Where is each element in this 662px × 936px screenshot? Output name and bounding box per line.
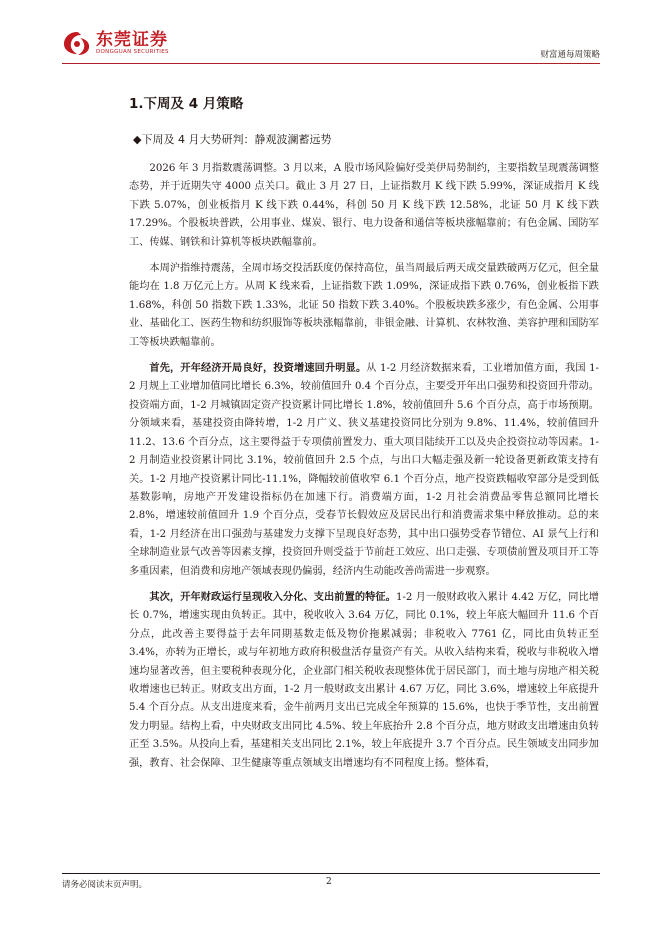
paragraph-weekly-review — [129, 260, 599, 352]
paragraph-lead: 其次，开年财政运行呈现收入分化、支出前置的特征。 — [149, 591, 396, 603]
company-logo — [62, 30, 169, 56]
paragraph-fiscal — [129, 589, 599, 773]
section-subtitle: ◆下周及 4 月大势研判：静观波澜蓄远势 — [133, 133, 332, 146]
footer-divider — [62, 873, 600, 874]
logo-chinese-name: 东莞证券 — [96, 29, 168, 50]
page-number: 2 — [326, 877, 332, 887]
paragraph-text: 1-2 月一般财政收入累计 4.42 万亿，同比增长 0.7%，增速实现由负转正。其中，税收收入 3.64 万亿，同比 0.1%，较上年底大幅回升 11.6 个百分点，此改善主要得益于去年同期基数走低及物价拖累减弱；非税收入 7761 亿，同比由负转正至 3.4%，亦转为正增长，或与年初地方政府积极盘活存量资产有关。从收入结构来看，税收与非税收入增速均显著改善，但主要税种表现分化，企业部门相关税收表现整体优于居民部门，而土地与房地产相关税收增速也已转正。财政支出方面，1-2 月一般财政支出累计 4.67 万亿，同比 3.6%，增速较上年底提升 5.4 个百分点。从支出进度来看，金牛前两月支出已完成全年预算的 15.6%，也快于季节性，支出前置发力明显。结构上看，中央财政支出同比 4.5%、较上年底抬升 2.8 个百分点，地方财政支出增速由负转正至 3.5%。从投向上看，基建相关支出同比 2.1%，较上年底提升 3.7 个百分点。民生领域支出同步加强，教育、社会保障、卫生健康等重点领域支出增速均有不同程度上扬。整体看， — [129, 591, 599, 769]
header-divider — [62, 63, 600, 64]
paragraph-economy — [129, 360, 599, 581]
paragraph-text: 2026 年 3 月指数震荡调整。3 月以来，A 股市场风险偏好受美伊局势制约，主要指数呈现震荡调整态势，并于近期失守 4000 点关口。截止 3 月 27 日，上证指数月 K 线下跌 5.99%，深证成指月 K 线下跌 5.07%，创业板指月 K 线下跌 0.44%，科创 50 月 K 线下跌 12.58%，北证 50 月 K 线下跌 17.29%。个股板块普跌，公用事业、煤炭、银行、电力设备和通信等板块涨幅靠前；有色金属、国防军工、传媒、钢铁和计算机等板块跌幅靠前。 — [129, 163, 599, 248]
paragraph-text: 本周沪指维持震荡，全周市场交投活跃度仍保持高位，虽当周最后两天成交量跌破两万亿元，但全量能均在 1.8 万亿元上方。从周 K 线来看，上证指数下跌 1.09%，深证成指下跌 0.76%，创业板指下跌 1.68%，科创 50 指数下跌 1.33%，北证 50 指数下跌 3.40%。个股板块跌多涨少，有色金属、公用事业、基础化工、医药生物和纺织服饰等板块涨幅靠前，非银金融、计算机、农林牧渔、美容护理和国防军工等板块跌幅靠前。 — [129, 263, 599, 348]
page-header — [0, 0, 662, 70]
logo-english-name: DONGGUAN SECURITIES — [96, 48, 169, 55]
logo-emblem-icon — [62, 30, 92, 56]
logo-text — [96, 31, 169, 56]
paragraph-march-review — [129, 160, 599, 252]
section-title: 1.下周及 4 月策略 — [129, 96, 244, 112]
main-content — [129, 94, 599, 781]
paragraph-lead: 首先，开年经济开局良好，投资增速回升明显。 — [149, 363, 367, 375]
footer-disclaimer: 请务必阅读末页声明。 — [62, 880, 148, 890]
paragraph-text: 从 1-2 月经济数据来看，工业增加值方面，我国 1-2 月规上工业增加值同比增长 6.3%，较前值回升 0.4 个百分点，主要受开年出口强势和投资回升带动。投资端方面，1-2 月城镇固定资产投资累计同比增长 1.8%，较前值回升 5.6 个百分点，高于市场预期。分领域来看，基建投资由降转增，1-2 月广义、狭义基建投资同比分别为 9.8%、11.4%，较前值回升 11.2、13.6 个百分点，这主要得益于专项债前置发力、重大项目陆续开工以及央企投资拉动等因素。1-2 月制造业投资累计同比 3.1%，较前值回升 2.5 个点，与出口大幅走强及新一轮设备更新政策支持有关。1-2 月地产投资累计同比-11.1%，降幅较前值收窄 6.1 个百分点，地产投资跌幅收窄部分是受到低基数影响，房地产开发建设指标仍在加速下行。消费端方面，1-2 月社会消费品零售总额同比增长 2.8%，增速较前值回升 1.9 个百分点，受春节长假效应及居民出行和消费需求集中释放推动。总的来看，1-2 月经济在出口强劲与基建发力支撑下呈现良好态势，其中出口强势受春节错位、AI 景气上行和全球制造业景气改善等因素支撑，投资回升则受益于节前赶工效应、出口走强、专项债前置及项目开工等多重因素，但消费和房地产领域表现仍偏弱，经济内生动能改善尚需进一步观察。 — [129, 363, 600, 577]
report-series-name: 财富通每周策略 — [540, 50, 600, 60]
